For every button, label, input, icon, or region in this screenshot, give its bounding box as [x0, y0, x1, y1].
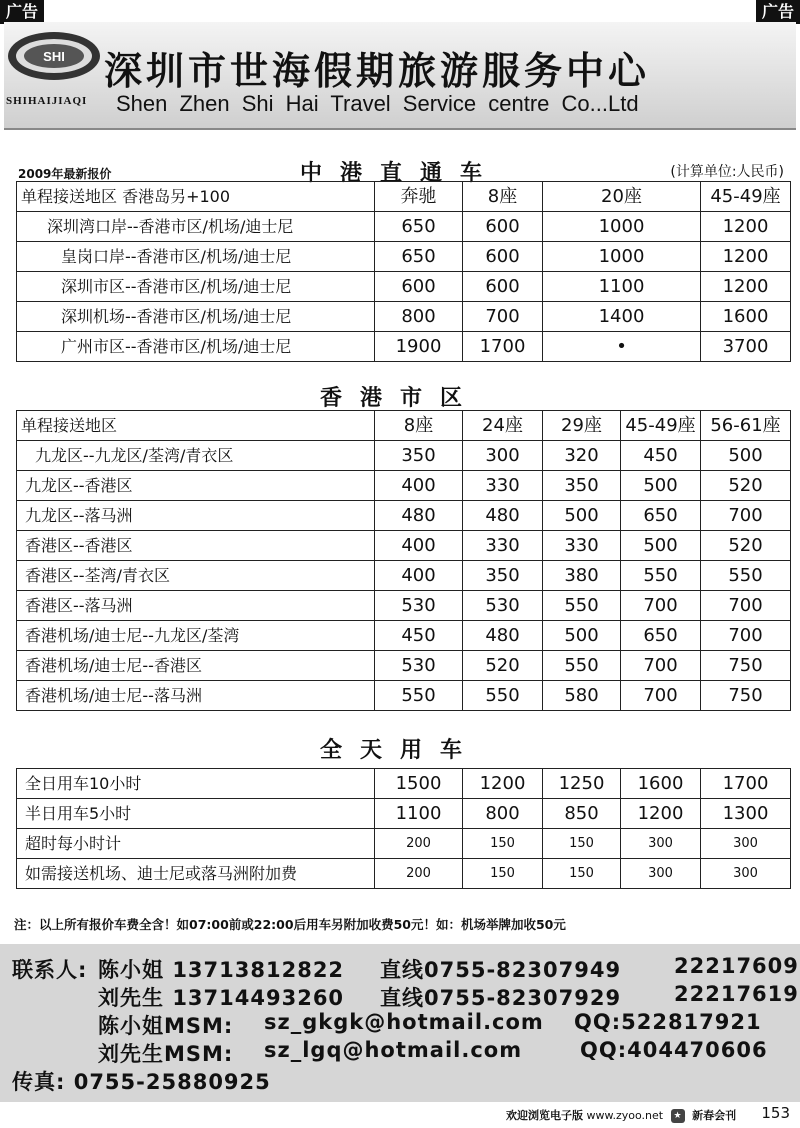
- price-cell: 350: [375, 441, 463, 471]
- price-year: 2009年最新报价: [18, 167, 112, 181]
- price-cell: 300: [463, 441, 543, 471]
- route-cell: 半日用车5小时: [17, 799, 375, 829]
- table-row: [17, 441, 791, 471]
- price-cell: 650: [621, 621, 701, 651]
- section2-title: 香港市区: [319, 385, 480, 411]
- price-cell: 400: [375, 561, 463, 591]
- price-cell: 500: [621, 471, 701, 501]
- price-cell: 700: [701, 621, 791, 651]
- price-cell: 300: [701, 859, 791, 889]
- section1-title: 中港直通车: [299, 160, 500, 186]
- price-cell: 1000: [543, 212, 701, 242]
- route-cell: 香港机场/迪士尼--九龙区/荃湾: [17, 621, 375, 651]
- table-row: [17, 501, 791, 531]
- contact1-direct: 直线0755-82307949: [380, 958, 622, 982]
- table-row: [17, 621, 791, 651]
- price-cell: 150: [463, 859, 543, 889]
- fax: 传真: 0755-25880925: [12, 1070, 271, 1094]
- contact1-mobile: 13713812822: [172, 958, 345, 982]
- price-cell: 800: [463, 799, 543, 829]
- price-cell: 1250: [543, 769, 621, 799]
- price-cell: 1100: [375, 799, 463, 829]
- price-cell: 550: [543, 591, 621, 621]
- route-cell: 香港区--荃湾/青衣区: [17, 561, 375, 591]
- price-cell: 330: [463, 531, 543, 561]
- price-cell: 3700: [701, 332, 791, 362]
- table-row: [17, 651, 791, 681]
- price-cell: 520: [701, 471, 791, 501]
- price-cell: 29座: [543, 411, 621, 441]
- price-cell: 1200: [621, 799, 701, 829]
- table-header-row: [17, 411, 791, 441]
- price-cell: 700: [621, 651, 701, 681]
- footer: [506, 1107, 736, 1123]
- footer-text: 欢迎浏览电子版: [506, 1109, 583, 1122]
- route-cell: 香港区--落马洲: [17, 591, 375, 621]
- route-cell: 单程接送地区 香港岛另+100: [17, 182, 375, 212]
- price-cell: 700: [701, 501, 791, 531]
- price-cell: 1200: [701, 212, 791, 242]
- price-cell: 150: [543, 829, 621, 859]
- price-cell: 1500: [375, 769, 463, 799]
- price-cell: 520: [463, 651, 543, 681]
- price-cell: 650: [375, 242, 463, 272]
- price-cell: 550: [701, 561, 791, 591]
- contact1-alt: 22217609: [674, 954, 799, 978]
- route-cell: 广州市区--香港市区/机场/迪士尼: [17, 332, 375, 362]
- price-cell: 400: [375, 471, 463, 501]
- table-row: [17, 332, 791, 362]
- price-cell: 320: [543, 441, 621, 471]
- price-cell: 330: [463, 471, 543, 501]
- price-cell: 56-61座: [701, 411, 791, 441]
- price-cell: 1200: [701, 272, 791, 302]
- contact1-name: 陈小姐: [98, 958, 164, 982]
- price-cell: 1200: [463, 769, 543, 799]
- msn1-qq: QQ:522817921: [574, 1010, 762, 1034]
- price-cell: 500: [543, 501, 621, 531]
- contact2-name: 刘先生: [98, 986, 164, 1010]
- price-cell: 500: [621, 531, 701, 561]
- price-cell: 530: [375, 651, 463, 681]
- contact-label: 联系人:: [12, 958, 88, 982]
- route-cell: 九龙区--香港区: [17, 471, 375, 501]
- price-cell: 1000: [543, 242, 701, 272]
- price-cell: 480: [375, 501, 463, 531]
- price-cell: 400: [375, 531, 463, 561]
- price-cell: 550: [375, 681, 463, 711]
- price-cell: 350: [463, 561, 543, 591]
- price-cell: 1400: [543, 302, 701, 332]
- price-cell: 300: [621, 859, 701, 889]
- table-row: [17, 242, 791, 272]
- price-cell: 700: [463, 302, 543, 332]
- price-cell: 奔驰: [375, 182, 463, 212]
- logo-text: SHIHAIJIAQI: [6, 95, 88, 107]
- price-cell: 150: [543, 859, 621, 889]
- table-row: [17, 561, 791, 591]
- price-cell: 450: [621, 441, 701, 471]
- price-cell: 1200: [701, 242, 791, 272]
- price-cell: 650: [375, 212, 463, 242]
- price-cell: 750: [701, 681, 791, 711]
- currency-unit: (计算单位:人民币): [670, 164, 784, 180]
- price-cell: 1700: [463, 332, 543, 362]
- price-cell: 1600: [701, 302, 791, 332]
- price-cell: 600: [463, 272, 543, 302]
- msn2-email: sz_lgq@hotmail.com: [264, 1038, 523, 1062]
- price-cell: 450: [375, 621, 463, 651]
- price-cell: 45-49座: [701, 182, 791, 212]
- table-row: [17, 859, 791, 889]
- table-row: [17, 769, 791, 799]
- price-cell: 530: [375, 591, 463, 621]
- price-cell: 1100: [543, 272, 701, 302]
- route-cell: 深圳机场--香港市区/机场/迪士尼: [17, 302, 375, 332]
- price-cell: 200: [375, 829, 463, 859]
- price-cell: 580: [543, 681, 621, 711]
- price-cell: 45-49座: [621, 411, 701, 441]
- table-row: [17, 471, 791, 501]
- table-row: [17, 681, 791, 711]
- price-cell: 500: [701, 441, 791, 471]
- price-cell: 300: [621, 829, 701, 859]
- price-cell: 200: [375, 859, 463, 889]
- price-cell: 600: [375, 272, 463, 302]
- price-cell: 8座: [463, 182, 543, 212]
- route-cell: 香港机场/迪士尼--香港区: [17, 651, 375, 681]
- route-cell: 九龙区--九龙区/荃湾/青衣区: [17, 441, 375, 471]
- price-cell: 300: [701, 829, 791, 859]
- ad-label-left: 广告: [0, 0, 44, 24]
- company-title-en: Shen Zhen Shi Hai Travel Service centre Co...Ltd: [116, 91, 639, 116]
- msn2-qq: QQ:404470606: [580, 1038, 768, 1062]
- msn1-email: sz_gkgk@hotmail.com: [264, 1010, 544, 1034]
- company-logo-icon: [6, 30, 102, 82]
- msn1-label: 陈小姐MSM:: [98, 1014, 234, 1038]
- price-cell: 550: [543, 651, 621, 681]
- msn2-label: 刘先生MSM:: [98, 1042, 234, 1066]
- price-cell: 500: [543, 621, 621, 651]
- price-cell: 350: [543, 471, 621, 501]
- route-cell: 深圳湾口岸--香港市区/机场/迪士尼: [17, 212, 375, 242]
- price-cell: 480: [463, 621, 543, 651]
- table-row: [17, 799, 791, 829]
- price-cell: 1900: [375, 332, 463, 362]
- contact2-direct: 直线0755-82307929: [380, 986, 622, 1010]
- logo-mark: SHI: [43, 49, 65, 64]
- magazine-icon: ★: [671, 1109, 685, 1123]
- price-cell: 600: [463, 242, 543, 272]
- route-cell: 如需接送机场、迪士尼或落马洲附加费: [17, 859, 375, 889]
- table-row: [17, 212, 791, 242]
- table-header-row: [17, 182, 791, 212]
- price-cell: 380: [543, 561, 621, 591]
- price-cell: 150: [463, 829, 543, 859]
- route-cell: 香港区--香港区: [17, 531, 375, 561]
- price-cell: 700: [701, 591, 791, 621]
- cross-border-price-table: [16, 181, 791, 362]
- price-cell: 850: [543, 799, 621, 829]
- company-title-cn: 深圳市世海假期旅游服务中心: [104, 48, 651, 93]
- price-cell: 700: [621, 681, 701, 711]
- contact2-alt: 22217619: [674, 982, 799, 1006]
- price-cell: 520: [701, 531, 791, 561]
- table-row: [17, 591, 791, 621]
- full-day-price-table: [16, 768, 791, 889]
- table-row: [17, 272, 791, 302]
- route-cell: 皇岗口岸--香港市区/机场/迪士尼: [17, 242, 375, 272]
- price-cell: 24座: [463, 411, 543, 441]
- price-cell: •: [543, 332, 701, 362]
- price-cell: 550: [621, 561, 701, 591]
- price-cell: 650: [621, 501, 701, 531]
- route-cell: 香港机场/迪士尼--落马洲: [17, 681, 375, 711]
- contact-panel: [0, 944, 800, 1102]
- route-cell: 全日用车10小时: [17, 769, 375, 799]
- table-row: [17, 531, 791, 561]
- route-cell: 单程接送地区: [17, 411, 375, 441]
- page-number: 153: [761, 1104, 790, 1122]
- price-cell: 1600: [621, 769, 701, 799]
- route-cell: 九龙区--落马洲: [17, 501, 375, 531]
- footer-url: www.zyoo.net: [586, 1109, 664, 1122]
- hk-city-price-table: [16, 410, 791, 711]
- price-cell: 550: [463, 681, 543, 711]
- price-note: 注：以上所有报价车费全含！如07:00前或22:00后用车另附加收费50元！如：机场举牌加收50元: [14, 917, 566, 932]
- footer-issue: 新春会刊: [692, 1109, 737, 1122]
- price-cell: 800: [375, 302, 463, 332]
- table-row: [17, 302, 791, 332]
- ad-label-right: 广告: [756, 0, 800, 24]
- contact2-mobile: 13714493260: [172, 986, 345, 1010]
- route-cell: 超时每小时计: [17, 829, 375, 859]
- price-cell: 20座: [543, 182, 701, 212]
- price-cell: 330: [543, 531, 621, 561]
- price-cell: 700: [621, 591, 701, 621]
- price-cell: 1300: [701, 799, 791, 829]
- price-cell: 8座: [375, 411, 463, 441]
- price-cell: 1700: [701, 769, 791, 799]
- price-cell: 750: [701, 651, 791, 681]
- section3-title: 全天用车: [319, 737, 480, 763]
- route-cell: 深圳市区--香港市区/机场/迪士尼: [17, 272, 375, 302]
- table-row: [17, 829, 791, 859]
- price-cell: 530: [463, 591, 543, 621]
- price-cell: 480: [463, 501, 543, 531]
- price-cell: 600: [463, 212, 543, 242]
